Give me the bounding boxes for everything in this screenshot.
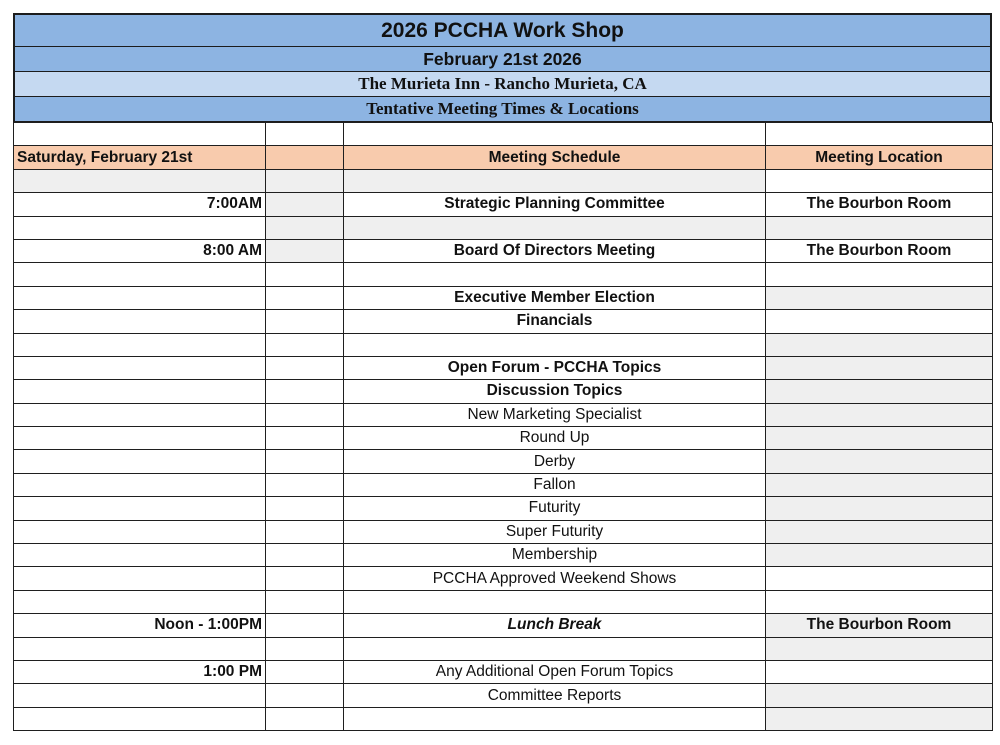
schedule-row [14, 450, 993, 473]
time-cell [14, 567, 266, 590]
time-cell: 8:00 AM [14, 239, 266, 262]
schedule-row [14, 286, 993, 309]
schedule-table [13, 122, 993, 731]
schedule-row [14, 660, 993, 683]
event-cell: Board Of Directors Meeting [344, 239, 766, 262]
schedule-row [14, 567, 993, 590]
day-header: Saturday, February 21st [14, 146, 266, 169]
schedule-row [14, 403, 993, 426]
time-cell: 1:00 PM [14, 660, 266, 683]
spacer-cell [266, 567, 344, 590]
schedule-row [14, 520, 993, 543]
spacer-cell [266, 450, 344, 473]
time-cell [14, 380, 266, 403]
spacer-cell [266, 356, 344, 379]
location-cell [766, 660, 993, 683]
location-cell [766, 310, 993, 333]
event-cell [344, 590, 766, 613]
time-cell [14, 356, 266, 379]
spacer-cell [266, 707, 344, 730]
time-cell [14, 497, 266, 520]
location-cell [766, 684, 993, 707]
spacer-cell [266, 473, 344, 496]
event-cell: New Marketing Specialist [344, 403, 766, 426]
schedule-row [14, 216, 993, 239]
spacer-cell [266, 544, 344, 567]
location-cell [766, 707, 993, 730]
location-cell: The Bourbon Room [766, 239, 993, 262]
location-cell: The Bourbon Room [766, 193, 993, 216]
spacer-cell [266, 427, 344, 450]
spacer-cell [266, 286, 344, 309]
spacer-cell [266, 614, 344, 637]
location-cell [766, 286, 993, 309]
location-header: Meeting Location [766, 146, 993, 169]
spacer-cell [266, 380, 344, 403]
spacer-cell [266, 403, 344, 426]
schedule-row [14, 239, 993, 262]
schedule-row [14, 169, 993, 192]
spacer-cell [266, 520, 344, 543]
time-cell [14, 263, 266, 286]
time-cell [14, 333, 266, 356]
event-cell [344, 333, 766, 356]
event-cell: Round Up [344, 427, 766, 450]
spacer-cell [266, 263, 344, 286]
location-cell [766, 380, 993, 403]
location-cell [766, 637, 993, 660]
location-cell [766, 473, 993, 496]
schedule-row [14, 707, 993, 730]
location-cell: The Bourbon Room [766, 614, 993, 637]
event-cell: Discussion Topics [344, 380, 766, 403]
time-cell [14, 427, 266, 450]
workshop-venue: The Murieta Inn - Rancho Murieta, CA [13, 71, 992, 97]
location-cell [766, 403, 993, 426]
time-cell [14, 544, 266, 567]
event-cell: Lunch Break [344, 614, 766, 637]
event-cell [344, 263, 766, 286]
spacer-cell [266, 497, 344, 520]
spacer-cell [266, 310, 344, 333]
event-cell: Derby [344, 450, 766, 473]
time-cell [14, 590, 266, 613]
location-cell [766, 427, 993, 450]
schedule-row [14, 263, 993, 286]
location-cell [766, 590, 993, 613]
location-cell [766, 263, 993, 286]
time-cell [14, 637, 266, 660]
event-cell: Super Futurity [344, 520, 766, 543]
location-cell [766, 520, 993, 543]
column-header-row [14, 146, 993, 169]
location-cell [766, 567, 993, 590]
location-cell [766, 450, 993, 473]
time-cell [14, 450, 266, 473]
event-cell: Open Forum - PCCHA Topics [344, 356, 766, 379]
workshop-date: February 21st 2026 [13, 46, 992, 72]
time-cell [14, 707, 266, 730]
spacer-cell [266, 684, 344, 707]
spacer-cell [266, 660, 344, 683]
event-cell: Executive Member Election [344, 286, 766, 309]
event-cell: Strategic Planning Committee [344, 193, 766, 216]
schedule-row [14, 544, 993, 567]
schedule-row [14, 614, 993, 637]
location-cell [766, 216, 993, 239]
schedule-row [14, 684, 993, 707]
schedule-row [14, 356, 993, 379]
spacer-cell [266, 333, 344, 356]
spacer-cell [266, 193, 344, 216]
event-cell [344, 637, 766, 660]
time-cell [14, 520, 266, 543]
workshop-title: 2026 PCCHA Work Shop [13, 13, 992, 47]
event-cell: PCCHA Approved Weekend Shows [344, 567, 766, 590]
time-cell [14, 684, 266, 707]
event-cell [344, 707, 766, 730]
spacer-cell [266, 169, 344, 192]
event-cell [344, 216, 766, 239]
time-cell: 7:00AM [14, 193, 266, 216]
location-cell [766, 497, 993, 520]
schedule-row [14, 333, 993, 356]
location-cell [766, 544, 993, 567]
location-cell [766, 356, 993, 379]
spacer-cell [266, 239, 344, 262]
schedule-row [14, 590, 993, 613]
event-cell: Any Additional Open Forum Topics [344, 660, 766, 683]
schedule-header: Meeting Schedule [344, 146, 766, 169]
schedule-row [14, 473, 993, 496]
workshop-subtitle: Tentative Meeting Times & Locations [13, 96, 992, 123]
event-cell: Financials [344, 310, 766, 333]
spacer-cell [266, 637, 344, 660]
location-cell [766, 169, 993, 192]
spacer-cell [266, 590, 344, 613]
time-cell: Noon - 1:00PM [14, 614, 266, 637]
schedule-row [14, 193, 993, 216]
schedule-row [14, 310, 993, 333]
schedule-row [14, 380, 993, 403]
spacer-cell [266, 216, 344, 239]
location-cell [766, 333, 993, 356]
time-cell [14, 403, 266, 426]
event-cell: Membership [344, 544, 766, 567]
time-cell [14, 169, 266, 192]
event-cell: Committee Reports [344, 684, 766, 707]
time-cell [14, 216, 266, 239]
time-cell [14, 473, 266, 496]
schedule-row [14, 427, 993, 450]
schedule-row [14, 497, 993, 520]
event-cell: Futurity [344, 497, 766, 520]
event-cell: Fallon [344, 473, 766, 496]
schedule-row [14, 637, 993, 660]
time-cell [14, 286, 266, 309]
time-cell [14, 310, 266, 333]
event-cell [344, 169, 766, 192]
blank-row [14, 123, 993, 146]
